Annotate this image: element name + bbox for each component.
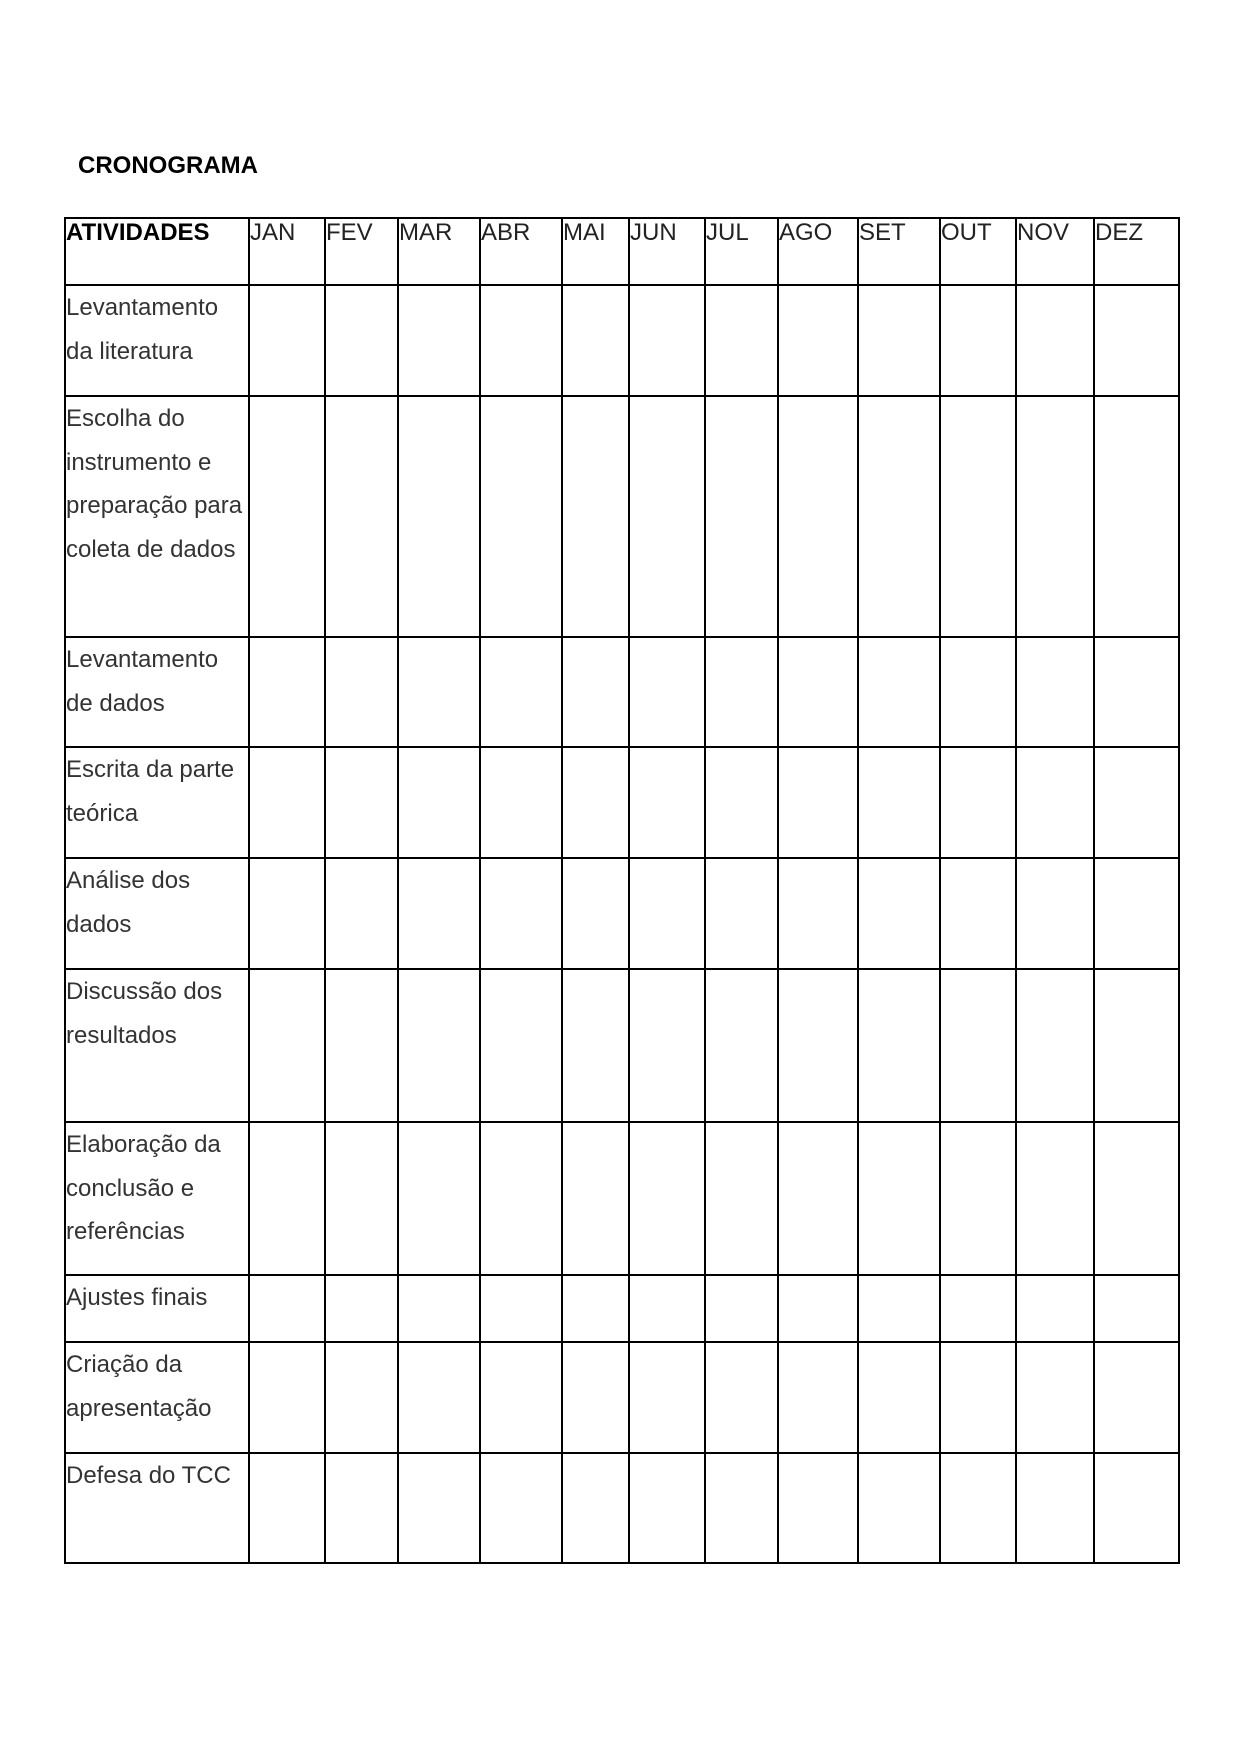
header-month: MAI (562, 218, 629, 285)
table-header-row (65, 218, 1179, 285)
header-month: NOV (1016, 218, 1094, 285)
month-cell[interactable] (705, 969, 778, 1122)
month-cell[interactable] (778, 1122, 858, 1275)
month-cell[interactable] (249, 1275, 325, 1342)
month-cell[interactable] (940, 285, 1016, 396)
month-cell[interactable] (940, 1275, 1016, 1342)
month-cell[interactable] (398, 285, 480, 396)
month-cell[interactable] (249, 858, 325, 969)
month-cell[interactable] (629, 1453, 705, 1563)
month-cell[interactable] (325, 858, 398, 969)
month-cell[interactable] (562, 1453, 629, 1563)
table-row (65, 285, 1179, 396)
month-cell[interactable] (249, 969, 325, 1122)
month-cell[interactable] (940, 396, 1016, 637)
month-cell[interactable] (629, 1122, 705, 1275)
month-cell[interactable] (325, 747, 398, 858)
month-cell[interactable] (629, 1275, 705, 1342)
header-month: DEZ (1094, 218, 1179, 285)
month-cell[interactable] (325, 285, 398, 396)
month-cell[interactable] (1016, 747, 1094, 858)
month-cell[interactable] (778, 396, 858, 637)
month-cell[interactable] (858, 969, 940, 1122)
month-cell[interactable] (705, 1275, 778, 1342)
month-cell[interactable] (562, 637, 629, 747)
month-cell[interactable] (1094, 747, 1179, 858)
month-cell[interactable] (778, 637, 858, 747)
month-cell[interactable] (480, 637, 562, 747)
month-cell[interactable] (629, 747, 705, 858)
header-month: FEV (325, 218, 398, 285)
month-cell[interactable] (249, 396, 325, 637)
month-cell[interactable] (705, 285, 778, 396)
month-cell[interactable] (1016, 1453, 1094, 1563)
table-row (65, 1122, 1179, 1275)
header-month: ABR (480, 218, 562, 285)
schedule-table (64, 217, 1180, 1564)
table-row (65, 858, 1179, 969)
month-cell[interactable] (325, 1342, 398, 1453)
month-cell[interactable] (1016, 858, 1094, 969)
month-cell[interactable] (1094, 1275, 1179, 1342)
month-cell[interactable] (1094, 1122, 1179, 1275)
header-activities: ATIVIDADES (65, 218, 249, 285)
month-cell[interactable] (778, 747, 858, 858)
header-month: JUL (705, 218, 778, 285)
table-row (65, 1275, 1179, 1342)
page-title: CRONOGRAMA (78, 152, 258, 179)
month-cell[interactable] (1094, 637, 1179, 747)
month-cell[interactable] (562, 747, 629, 858)
month-cell[interactable] (940, 858, 1016, 969)
header-month: JUN (629, 218, 705, 285)
activity-cell: Escolha do instrumento e preparação para coleta de dados (65, 396, 249, 637)
month-cell[interactable] (562, 396, 629, 637)
header-month: JAN (249, 218, 325, 285)
month-cell[interactable] (398, 1275, 480, 1342)
activity-cell: Criação da apresentação (65, 1342, 249, 1453)
month-cell[interactable] (398, 637, 480, 747)
month-cell[interactable] (940, 1342, 1016, 1453)
month-cell[interactable] (858, 285, 940, 396)
month-cell[interactable] (249, 1122, 325, 1275)
header-month: OUT (940, 218, 1016, 285)
month-cell[interactable] (705, 1122, 778, 1275)
month-cell[interactable] (1016, 1122, 1094, 1275)
month-cell[interactable] (249, 637, 325, 747)
month-cell[interactable] (562, 858, 629, 969)
month-cell[interactable] (1094, 969, 1179, 1122)
table-row (65, 969, 1179, 1122)
month-cell[interactable] (1016, 1342, 1094, 1453)
month-cell[interactable] (940, 637, 1016, 747)
month-cell[interactable] (480, 747, 562, 858)
month-cell[interactable] (480, 285, 562, 396)
table-row (65, 396, 1179, 637)
month-cell[interactable] (705, 858, 778, 969)
month-cell[interactable] (705, 1453, 778, 1563)
month-cell[interactable] (398, 747, 480, 858)
month-cell[interactable] (398, 396, 480, 637)
month-cell[interactable] (325, 969, 398, 1122)
month-cell[interactable] (1016, 969, 1094, 1122)
month-cell[interactable] (1094, 858, 1179, 969)
month-cell[interactable] (858, 1342, 940, 1453)
month-cell[interactable] (778, 1275, 858, 1342)
month-cell[interactable] (858, 637, 940, 747)
month-cell[interactable] (1016, 285, 1094, 396)
month-cell[interactable] (778, 285, 858, 396)
month-cell[interactable] (858, 1275, 940, 1342)
activity-cell: Elaboração da conclusão e referências (65, 1122, 249, 1275)
month-cell[interactable] (249, 747, 325, 858)
month-cell[interactable] (940, 969, 1016, 1122)
month-cell[interactable] (325, 637, 398, 747)
month-cell[interactable] (1094, 285, 1179, 396)
month-cell[interactable] (562, 285, 629, 396)
month-cell[interactable] (940, 1453, 1016, 1563)
table-row (65, 747, 1179, 858)
month-cell[interactable] (249, 1342, 325, 1453)
month-cell[interactable] (325, 396, 398, 637)
month-cell[interactable] (858, 858, 940, 969)
table-row (65, 637, 1179, 747)
activity-cell: Análise dos dados (65, 858, 249, 969)
month-cell[interactable] (705, 747, 778, 858)
month-cell[interactable] (562, 1275, 629, 1342)
month-cell[interactable] (1016, 637, 1094, 747)
activity-cell: Levantamento da literatura (65, 285, 249, 396)
month-cell[interactable] (940, 747, 1016, 858)
month-cell[interactable] (480, 969, 562, 1122)
month-cell[interactable] (480, 1275, 562, 1342)
month-cell[interactable] (858, 1122, 940, 1275)
month-cell[interactable] (480, 1342, 562, 1453)
activity-cell: Discussão dos resultados (65, 969, 249, 1122)
month-cell[interactable] (629, 637, 705, 747)
activity-cell: Escrita da parte teórica (65, 747, 249, 858)
month-cell[interactable] (249, 285, 325, 396)
month-cell[interactable] (480, 1122, 562, 1275)
month-cell[interactable] (562, 1342, 629, 1453)
month-cell[interactable] (705, 396, 778, 637)
table-body (65, 285, 1179, 1563)
activity-cell: Levantamento de dados (65, 637, 249, 747)
month-cell[interactable] (480, 858, 562, 969)
month-cell[interactable] (940, 1122, 1016, 1275)
activity-cell: Defesa do TCC (65, 1453, 249, 1563)
month-cell[interactable] (562, 969, 629, 1122)
month-cell[interactable] (480, 1453, 562, 1563)
header-month: SET (858, 218, 940, 285)
month-cell[interactable] (858, 1453, 940, 1563)
month-cell[interactable] (858, 396, 940, 637)
month-cell[interactable] (1016, 1275, 1094, 1342)
month-cell[interactable] (629, 858, 705, 969)
month-cell[interactable] (629, 969, 705, 1122)
month-cell[interactable] (1016, 396, 1094, 637)
month-cell[interactable] (629, 396, 705, 637)
activity-cell: Ajustes finais (65, 1275, 249, 1342)
header-month: MAR (398, 218, 480, 285)
month-cell[interactable] (249, 1453, 325, 1563)
header-month: AGO (778, 218, 858, 285)
month-cell[interactable] (778, 858, 858, 969)
month-cell[interactable] (778, 1342, 858, 1453)
month-cell[interactable] (1094, 1342, 1179, 1453)
month-cell[interactable] (398, 1342, 480, 1453)
table-row (65, 1453, 1179, 1563)
month-cell[interactable] (325, 1453, 398, 1563)
month-cell[interactable] (1094, 1453, 1179, 1563)
table-row (65, 1342, 1179, 1453)
month-cell[interactable] (778, 969, 858, 1122)
month-cell[interactable] (705, 637, 778, 747)
month-cell[interactable] (398, 858, 480, 969)
month-cell[interactable] (562, 1122, 629, 1275)
month-cell[interactable] (629, 1342, 705, 1453)
month-cell[interactable] (480, 396, 562, 637)
month-cell[interactable] (398, 1453, 480, 1563)
month-cell[interactable] (778, 1453, 858, 1563)
month-cell[interactable] (858, 747, 940, 858)
month-cell[interactable] (398, 1122, 480, 1275)
month-cell[interactable] (1094, 396, 1179, 637)
month-cell[interactable] (398, 969, 480, 1122)
month-cell[interactable] (325, 1122, 398, 1275)
month-cell[interactable] (325, 1275, 398, 1342)
month-cell[interactable] (629, 285, 705, 396)
month-cell[interactable] (705, 1342, 778, 1453)
